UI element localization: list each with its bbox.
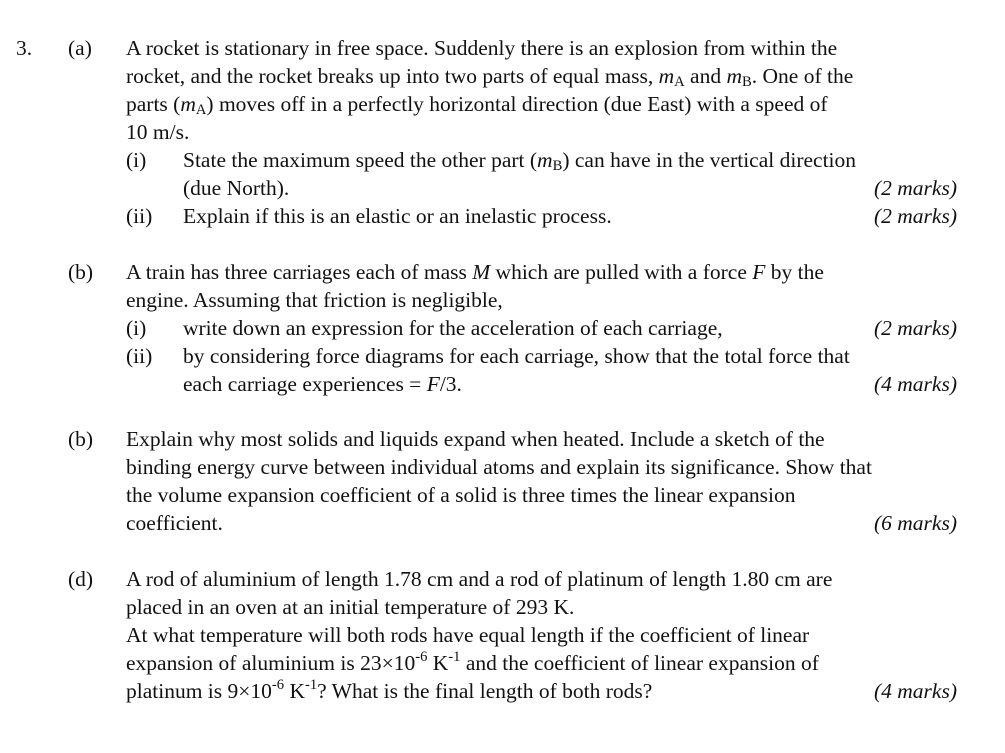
- part-a-i-line-1: State the maximum speed the other part $(m_B)$ can have in the vertical direction: [183, 148, 857, 174]
- part-b1-ii-line-2: each carriage experiences = F/3.: [183, 372, 462, 396]
- part-a-line-4: 10 m/s.: [126, 120, 190, 144]
- part-d-line-1: A rod of aluminium of length 1.78 cm and a rod of platinum of length 1.80 cm are: [126, 567, 833, 591]
- part-b1-ii-marks: (4 marks): [874, 372, 957, 396]
- part-d-line-3: At what temperature will both rods have equal length if the coefficient of linear: [126, 623, 810, 647]
- part-a-i-marks: (2 marks): [874, 176, 957, 200]
- part-a-line-1: A rocket is stationary in free space. Suddenly there is an explosion from within the: [126, 36, 838, 60]
- part-b1-line-2: engine. Assuming that friction is negligible,: [126, 288, 503, 312]
- part-a-label: (a): [68, 36, 92, 60]
- part-b2-line-3: the volume expansion coefficient of a solid is three times the linear expansion: [126, 483, 796, 507]
- part-b1-i-text: write down an expression for the acceleration of each carriage,: [183, 316, 723, 340]
- part-b2-label: (b): [68, 427, 94, 451]
- part-a-ii-text: Explain if this is an elastic or an inelastic process.: [183, 204, 612, 228]
- part-a-line-3: parts $(m_A)$ moves off in a perfectly horizontal direction (due East) with a speed of: [126, 92, 828, 118]
- part-d-marks: (4 marks): [874, 679, 957, 703]
- part-b2-line-2: binding energy curve between individual atoms and explain its significance. Show that: [126, 455, 872, 479]
- part-b1-i-marks: (2 marks): [874, 316, 957, 340]
- part-a-ii-marks: (2 marks): [874, 204, 957, 228]
- question-number: 3.: [16, 36, 33, 60]
- part-d-line-2: placed in an oven at an initial temperature of 293 K.: [126, 595, 575, 619]
- part-b2-line-4: coefficient.: [126, 511, 223, 535]
- part-d-line-4: expansion of aluminium is $23\times 10^{-6}$ $K^{-1}$ and the coefficient of linear expansion of: [126, 649, 819, 675]
- part-b1-label: (b): [68, 260, 94, 284]
- part-b1-i-label: (i): [126, 316, 147, 340]
- part-b1-line-1: A train has three carriages each of mass M which are pulled with a force F by the: [126, 260, 824, 284]
- part-d-line-5: platinum is $9\times 10^{-6}$ $K^{-1}$? What is the final length of both rods?: [126, 677, 653, 703]
- part-b2-line-1: Explain why most solids and liquids expand when heated. Include a sketch of the: [126, 427, 825, 451]
- part-b1-ii-line-1: by considering force diagrams for each carriage, show that the total force that: [183, 344, 850, 368]
- part-b1-ii-label: (ii): [126, 344, 153, 368]
- part-a-i-line-2: (due North).: [183, 176, 290, 200]
- part-d-label: (d): [68, 567, 94, 591]
- part-a-ii-label: (ii): [126, 204, 153, 228]
- part-a-line-2: rocket, and the rocket breaks up into two parts of equal mass, $m_A$ and $m_B$. One of the: [126, 64, 854, 90]
- part-a-i-label: (i): [126, 148, 147, 172]
- part-b2-marks: (6 marks): [874, 511, 957, 535]
